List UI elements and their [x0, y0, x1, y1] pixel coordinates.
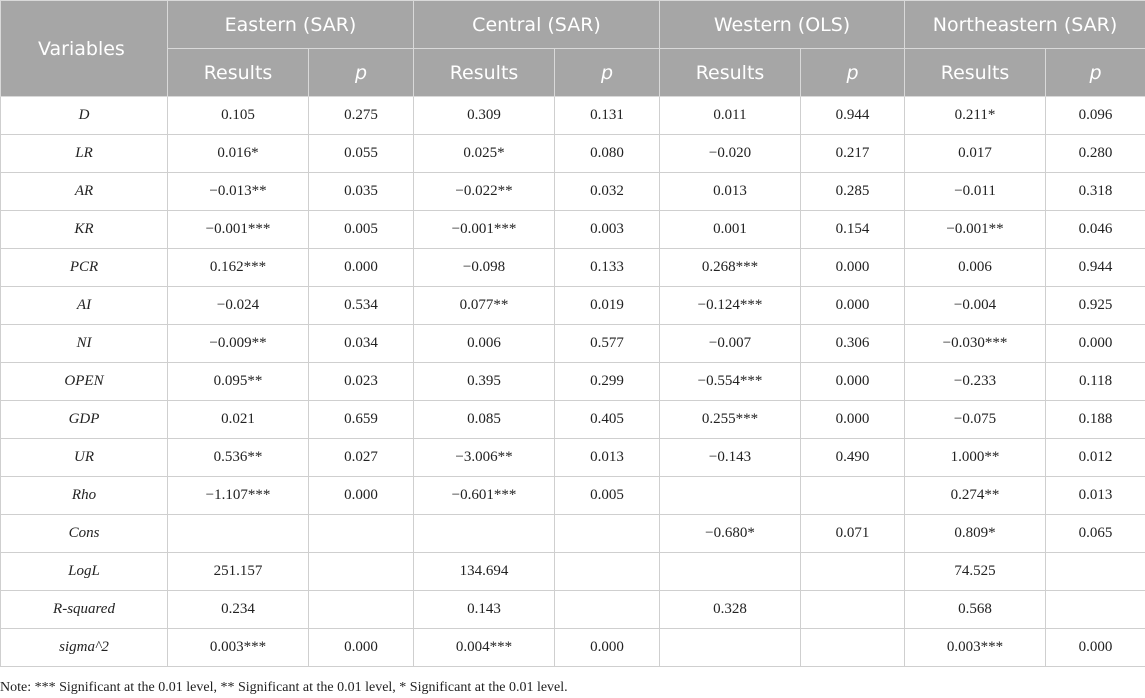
result-cell: −0.098	[414, 249, 555, 287]
result-cell: 0.021	[168, 401, 309, 439]
result-cell: −0.601***	[414, 477, 555, 515]
p-value-cell: 0.005	[555, 477, 660, 515]
header-row-groups	[1, 1, 1145, 49]
p-header: p	[309, 49, 414, 97]
result-cell: 0.095**	[168, 363, 309, 401]
table-row	[1, 591, 1145, 629]
result-cell: 0.025*	[414, 135, 555, 173]
p-value-cell: 0.000	[801, 401, 905, 439]
result-cell	[660, 629, 801, 667]
results-header: Results	[168, 49, 309, 97]
result-cell	[660, 553, 801, 591]
result-cell: −0.011	[905, 173, 1046, 211]
results-header: Results	[414, 49, 555, 97]
p-value-cell: 0.577	[555, 325, 660, 363]
result-cell: 0.162***	[168, 249, 309, 287]
variable-name-cell: AR	[1, 173, 168, 211]
p-value-cell: 0.405	[555, 401, 660, 439]
p-value-cell: 0.003	[555, 211, 660, 249]
result-cell: 0.004***	[414, 629, 555, 667]
p-value-cell: 0.035	[309, 173, 414, 211]
p-value-cell: 0.944	[1046, 249, 1145, 287]
p-value-cell: 0.318	[1046, 173, 1145, 211]
p-value-cell: 0.012	[1046, 439, 1145, 477]
variable-name-cell: LR	[1, 135, 168, 173]
p-value-cell	[801, 591, 905, 629]
result-cell: 0.536**	[168, 439, 309, 477]
group-header-central: Central (SAR)	[414, 1, 660, 49]
variable-name-cell: OPEN	[1, 363, 168, 401]
result-cell: −1.107***	[168, 477, 309, 515]
result-cell: 0.143	[414, 591, 555, 629]
result-cell: 0.006	[414, 325, 555, 363]
variable-name-cell: sigma^2	[1, 629, 168, 667]
p-value-cell: 0.023	[309, 363, 414, 401]
result-cell: 0.211*	[905, 97, 1046, 135]
result-cell	[660, 477, 801, 515]
p-value-cell: 0.285	[801, 173, 905, 211]
p-value-cell: 0.013	[555, 439, 660, 477]
results-header: Results	[905, 49, 1046, 97]
table-row	[1, 401, 1145, 439]
header-row-sub	[1, 49, 1145, 97]
table-body	[1, 97, 1145, 667]
variable-name-cell: GDP	[1, 401, 168, 439]
result-cell: 0.328	[660, 591, 801, 629]
variable-name-cell: R-squared	[1, 591, 168, 629]
p-value-cell: 0.071	[801, 515, 905, 553]
p-value-cell: 0.306	[801, 325, 905, 363]
p-value-cell: 0.490	[801, 439, 905, 477]
result-cell	[414, 515, 555, 553]
result-cell: −0.024	[168, 287, 309, 325]
result-cell: −0.001**	[905, 211, 1046, 249]
result-cell: −0.124***	[660, 287, 801, 325]
group-header-northeastern: Northeastern (SAR)	[905, 1, 1145, 49]
table-row	[1, 249, 1145, 287]
p-value-cell: 0.027	[309, 439, 414, 477]
p-value-cell	[309, 515, 414, 553]
result-cell: −0.009**	[168, 325, 309, 363]
variable-name-cell: PCR	[1, 249, 168, 287]
variable-name-cell: LogL	[1, 553, 168, 591]
result-cell: 0.006	[905, 249, 1046, 287]
result-cell: 0.809*	[905, 515, 1046, 553]
p-value-cell: 0.000	[1046, 325, 1145, 363]
table-row	[1, 287, 1145, 325]
p-value-cell	[555, 591, 660, 629]
p-value-cell: 0.000	[309, 629, 414, 667]
result-cell: −0.013**	[168, 173, 309, 211]
table-row	[1, 363, 1145, 401]
p-value-cell	[555, 515, 660, 553]
result-cell: 0.013	[660, 173, 801, 211]
result-cell: −0.075	[905, 401, 1046, 439]
p-value-cell: 0.925	[1046, 287, 1145, 325]
result-cell: 0.274**	[905, 477, 1046, 515]
result-cell: 0.085	[414, 401, 555, 439]
p-header: p	[555, 49, 660, 97]
p-value-cell: 0.000	[1046, 629, 1145, 667]
table-note: Note: *** Significant at the 0.01 level, ** Significant at the 0.01 level, * Significant at the 0.01 level.	[0, 680, 568, 695]
p-value-cell: 0.005	[309, 211, 414, 249]
p-value-cell: 0.534	[309, 287, 414, 325]
result-cell: 0.001	[660, 211, 801, 249]
table-row	[1, 211, 1145, 249]
group-header-eastern: Eastern (SAR)	[168, 1, 414, 49]
result-cell: −0.143	[660, 439, 801, 477]
table-row	[1, 439, 1145, 477]
p-value-cell: 0.019	[555, 287, 660, 325]
result-cell: 0.234	[168, 591, 309, 629]
table-row	[1, 553, 1145, 591]
table-row	[1, 477, 1145, 515]
p-header: p	[1046, 49, 1145, 97]
p-value-cell: 0.118	[1046, 363, 1145, 401]
result-cell: 0.011	[660, 97, 801, 135]
result-cell: −0.001***	[168, 211, 309, 249]
group-header-western: Western (OLS)	[660, 1, 905, 49]
result-cell: 0.105	[168, 97, 309, 135]
result-cell: 0.255***	[660, 401, 801, 439]
p-value-cell: 0.000	[801, 287, 905, 325]
p-value-cell: 0.000	[801, 363, 905, 401]
p-value-cell: 0.131	[555, 97, 660, 135]
p-value-cell: 0.080	[555, 135, 660, 173]
result-cell: −0.001***	[414, 211, 555, 249]
variable-name-cell: Cons	[1, 515, 168, 553]
variable-name-cell: Rho	[1, 477, 168, 515]
variables-header: Variables	[1, 1, 168, 97]
result-cell: 0.003***	[168, 629, 309, 667]
result-cell	[168, 515, 309, 553]
table-row	[1, 629, 1145, 667]
p-value-cell	[801, 553, 905, 591]
result-cell: −0.554***	[660, 363, 801, 401]
p-value-cell: 0.055	[309, 135, 414, 173]
result-cell: 1.000**	[905, 439, 1046, 477]
table-row	[1, 97, 1145, 135]
result-cell: −0.004	[905, 287, 1046, 325]
result-cell: 0.268***	[660, 249, 801, 287]
results-header: Results	[660, 49, 801, 97]
result-cell: 251.157	[168, 553, 309, 591]
table-row	[1, 515, 1145, 553]
p-value-cell: 0.299	[555, 363, 660, 401]
p-value-cell: 0.217	[801, 135, 905, 173]
result-cell: 0.309	[414, 97, 555, 135]
p-value-cell: 0.280	[1046, 135, 1145, 173]
table-row	[1, 325, 1145, 363]
variable-name-cell: D	[1, 97, 168, 135]
p-value-cell: 0.000	[309, 477, 414, 515]
result-cell: 0.077**	[414, 287, 555, 325]
p-value-cell	[801, 629, 905, 667]
p-value-cell	[555, 553, 660, 591]
result-cell: −0.007	[660, 325, 801, 363]
p-value-cell	[309, 553, 414, 591]
variable-name-cell: UR	[1, 439, 168, 477]
variable-name-cell: AI	[1, 287, 168, 325]
p-value-cell	[801, 477, 905, 515]
table-row	[1, 173, 1145, 211]
result-cell: 0.017	[905, 135, 1046, 173]
p-value-cell	[309, 591, 414, 629]
p-value-cell: 0.046	[1046, 211, 1145, 249]
result-cell: −0.233	[905, 363, 1046, 401]
p-value-cell: 0.133	[555, 249, 660, 287]
result-cell: 134.694	[414, 553, 555, 591]
result-cell: 74.525	[905, 553, 1046, 591]
result-cell: −0.020	[660, 135, 801, 173]
p-value-cell: 0.188	[1046, 401, 1145, 439]
p-value-cell: 0.065	[1046, 515, 1145, 553]
p-value-cell: 0.944	[801, 97, 905, 135]
p-value-cell: 0.154	[801, 211, 905, 249]
p-value-cell	[1046, 591, 1145, 629]
p-value-cell: 0.000	[555, 629, 660, 667]
p-value-cell: 0.000	[309, 249, 414, 287]
result-cell: −0.680*	[660, 515, 801, 553]
p-header: p	[801, 49, 905, 97]
table-row	[1, 135, 1145, 173]
p-value-cell: 0.032	[555, 173, 660, 211]
p-value-cell: 0.000	[801, 249, 905, 287]
result-cell: 0.395	[414, 363, 555, 401]
result-cell: −3.006**	[414, 439, 555, 477]
result-cell: 0.003***	[905, 629, 1046, 667]
p-value-cell: 0.096	[1046, 97, 1145, 135]
result-cell: 0.568	[905, 591, 1046, 629]
p-value-cell	[1046, 553, 1145, 591]
result-cell: 0.016*	[168, 135, 309, 173]
result-cell: −0.022**	[414, 173, 555, 211]
p-value-cell: 0.275	[309, 97, 414, 135]
p-value-cell: 0.659	[309, 401, 414, 439]
variable-name-cell: KR	[1, 211, 168, 249]
result-cell: −0.030***	[905, 325, 1046, 363]
variable-name-cell: NI	[1, 325, 168, 363]
p-value-cell: 0.034	[309, 325, 414, 363]
p-value-cell: 0.013	[1046, 477, 1145, 515]
